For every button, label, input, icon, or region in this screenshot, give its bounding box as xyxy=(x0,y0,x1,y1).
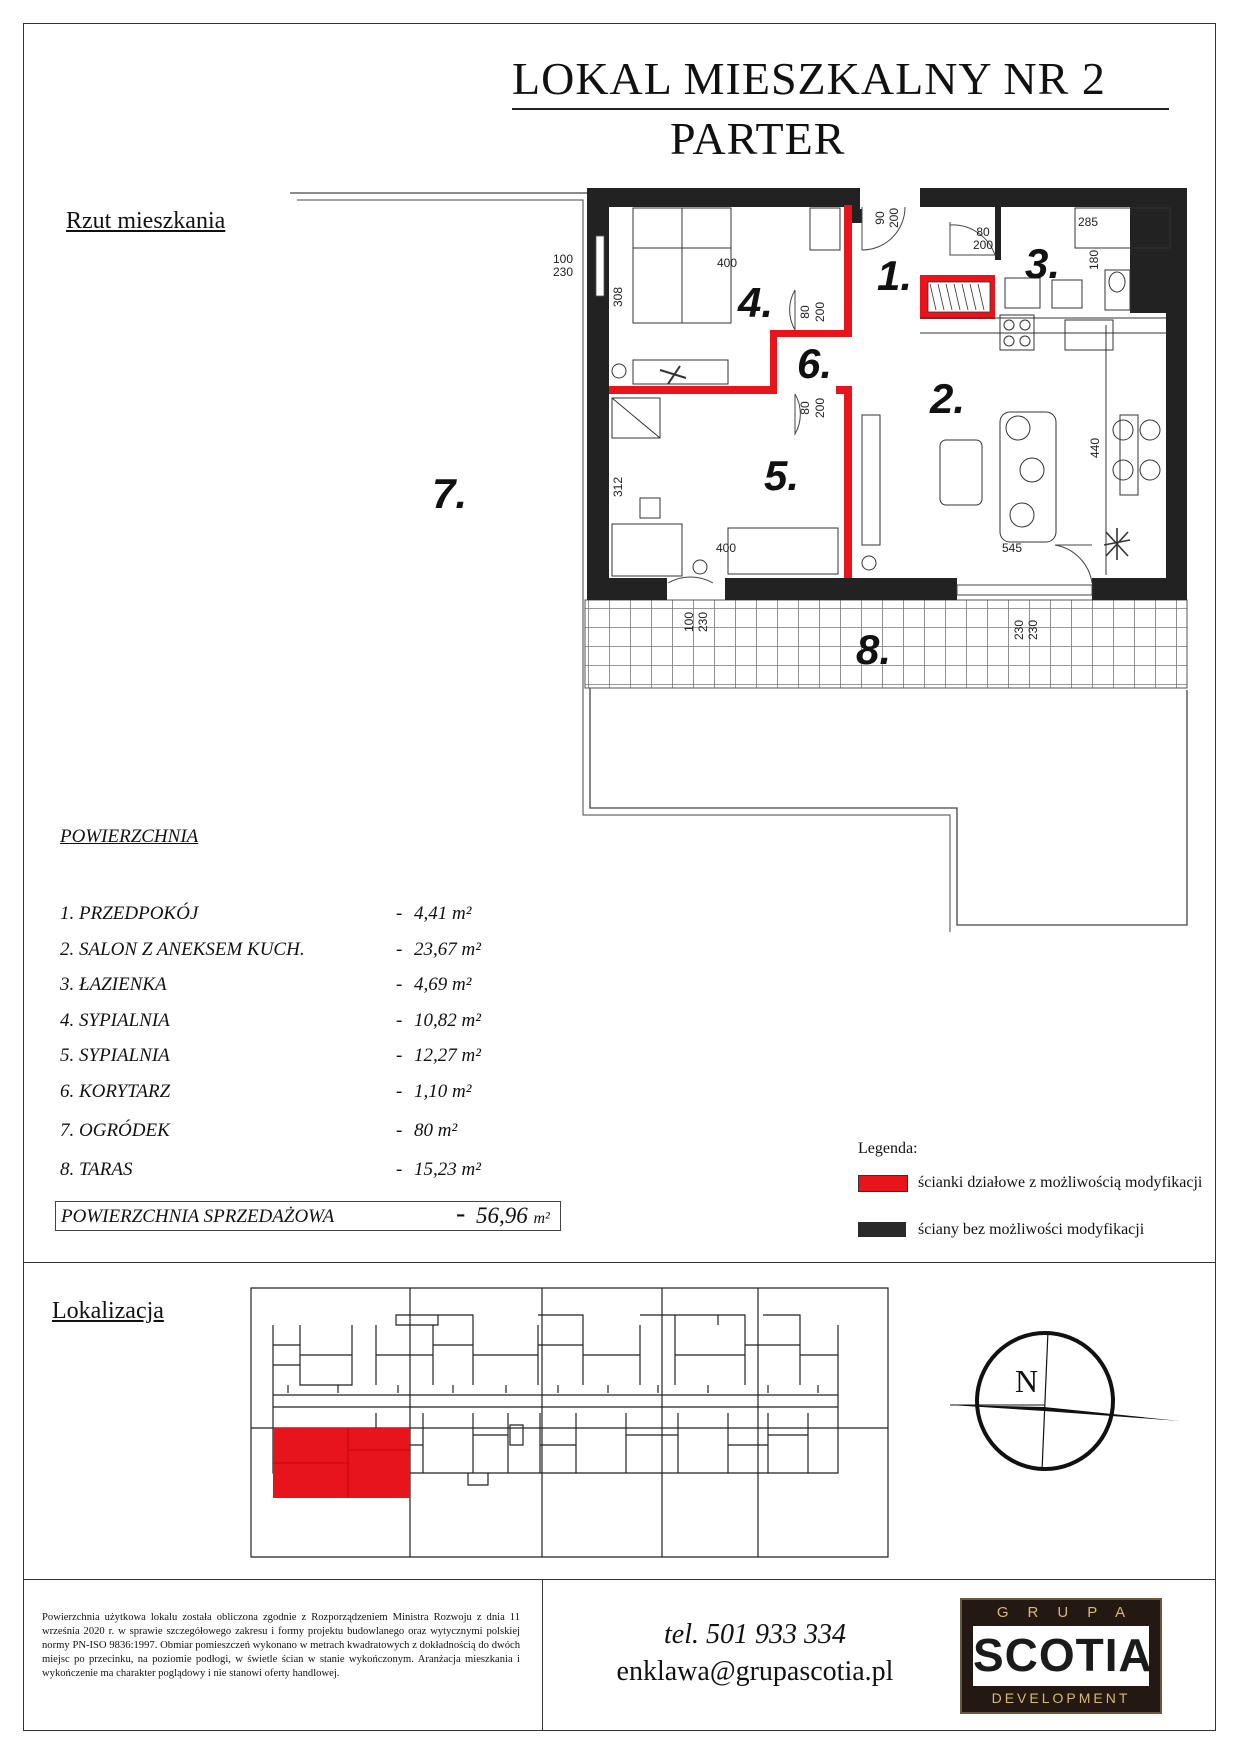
legend-title: Legenda: xyxy=(858,1140,918,1157)
legend-text: ścianki działowe z możliwością modyfikacji xyxy=(918,1174,1203,1191)
room-name: 3. ŁAZIENKA xyxy=(60,974,167,995)
contact-email[interactable]: enklawa@grupascotia.pl xyxy=(616,1656,894,1687)
areas-heading: POWIERZCHNIA xyxy=(60,826,199,847)
room-name: 1. PRZEDPOKÓJ xyxy=(60,903,199,924)
disclaimer-text: Powierzchnia użytkowa lokalu została obliczona zgodnie z Rozporządzeniem Ministra Rozwoju z dnia 11 września 2020 r. w sprawie szczegółowego zakresu i formy projektu budowlanego oraz wytycznymi polskiej normy PN-ISO 9836:1997. Obmiar pomieszczeń wykonano w metrach kwadratowych z dokładnością do dwóch miejsc po przecinku, na poziomie podłogi, w świetle ścian w stanie wykończonym. Aranżacja mieszkania i wykończenie ma charakter poglądowy i nie stanowi oferty handlowej. xyxy=(42,1612,520,1679)
room-area: 15,23 m² xyxy=(414,1159,481,1180)
contact-phone: tel. 501 933 334 xyxy=(664,1619,846,1650)
dim-bath-door-w: 80 xyxy=(976,225,990,239)
room-name: 8. TARAS xyxy=(60,1159,133,1180)
dim-terrace-door-w: 230 xyxy=(1012,619,1026,641)
dim-terrace-door-h: 230 xyxy=(1026,619,1040,641)
room-dash: - xyxy=(396,1045,403,1066)
room-number-5: 5. xyxy=(764,452,800,499)
room-number-8: 8. xyxy=(856,626,892,673)
dim-salon-depth: 440 xyxy=(1088,437,1102,459)
area-row xyxy=(60,1010,530,1040)
dim-bedroom5-width: 400 xyxy=(715,541,737,555)
area-row xyxy=(60,939,530,969)
room-area: 12,27 m² xyxy=(414,1045,481,1066)
room-area: 4,69 m² xyxy=(414,974,472,995)
room-number-1: 1. xyxy=(877,252,913,299)
dim-hall-door-w: 90 xyxy=(873,211,887,225)
dim-door4-h: 200 xyxy=(813,301,827,323)
total-area-value xyxy=(476,1203,550,1229)
dim-bath-depth: 180 xyxy=(1087,249,1101,271)
area-row xyxy=(60,974,530,1004)
section-divider xyxy=(23,1262,1216,1263)
total-area-dash: - xyxy=(456,1198,466,1229)
legend-swatch-red xyxy=(858,1175,908,1192)
dim-door5-w: 80 xyxy=(798,401,812,415)
total-area-label: POWIERZCHNIA SPRZEDAŻOWA xyxy=(61,1206,335,1227)
dim-bedroom4-depth: 308 xyxy=(611,286,625,308)
area-row xyxy=(60,1045,530,1075)
room-dash: - xyxy=(396,903,403,924)
plan-dimensions xyxy=(553,208,1102,640)
room-area: 80 m² xyxy=(414,1120,458,1141)
room-number-2: 2. xyxy=(930,375,966,422)
total-area-number: 56,96 xyxy=(476,1203,528,1228)
room-name: 2. SALON Z ANEKSEM KUCH. xyxy=(60,939,305,960)
logo-main-text: SCOTIA xyxy=(973,1629,1153,1681)
room-dash: - xyxy=(396,939,403,960)
room-dash: - xyxy=(396,1010,403,1031)
dim-bedroom5-depth: 312 xyxy=(611,476,625,498)
site-map xyxy=(248,1285,893,1560)
room-name: 7. OGRÓDEK xyxy=(60,1120,170,1141)
dim-bedroom4-width: 400 xyxy=(716,256,738,270)
footer-divider xyxy=(23,1579,1216,1580)
room-area: 10,82 m² xyxy=(414,1010,481,1031)
room-number-3: 3. xyxy=(1025,240,1061,287)
dim-bath-door-h: 200 xyxy=(972,238,994,252)
dim-bath-width: 285 xyxy=(1077,215,1099,229)
dim-window-h: 230 xyxy=(553,265,574,279)
company-logo xyxy=(960,1598,1162,1714)
room-dash: - xyxy=(396,1120,403,1141)
location-label: Lokalizacja xyxy=(52,1298,164,1324)
area-row xyxy=(60,903,530,933)
total-area-box xyxy=(55,1198,561,1231)
room-name: 5. SYPIALNIA xyxy=(60,1045,170,1066)
dim-door5-h: 200 xyxy=(813,397,827,419)
legend-text: ściany bez możliwości modyfikacji xyxy=(918,1221,1145,1238)
dim-window5-w: 100 xyxy=(682,611,696,633)
total-area-unit: m² xyxy=(533,1210,550,1227)
room-number-7: 7. xyxy=(432,470,468,517)
room-dash: - xyxy=(396,1159,403,1180)
dim-salon-width: 545 xyxy=(1001,541,1023,555)
room-area: 23,67 m² xyxy=(414,939,481,960)
room-dash: - xyxy=(396,1081,403,1102)
compass-north-label: N xyxy=(1015,1363,1039,1399)
room-area: 4,41 m² xyxy=(414,903,472,924)
dim-door4-w: 80 xyxy=(798,305,812,319)
room-number-4: 4. xyxy=(738,279,774,326)
footer-column-divider xyxy=(542,1579,543,1731)
legend-swatch-black xyxy=(858,1222,906,1237)
dim-window5-h: 230 xyxy=(696,611,710,633)
page-subtitle: PARTER xyxy=(670,113,846,164)
compass-icon xyxy=(945,1325,1185,1475)
logo-bottom-text: DEVELOPMENT xyxy=(991,1690,1131,1706)
page-title: LOKAL MIESZKALNY NR 2 xyxy=(512,53,1106,104)
area-row xyxy=(60,1159,530,1189)
area-row xyxy=(60,1081,530,1111)
room-dash: - xyxy=(396,974,403,995)
room-area: 1,10 m² xyxy=(414,1081,472,1102)
room-number-6: 6. xyxy=(797,340,833,387)
plan-label: Rzut mieszkania xyxy=(66,208,226,234)
logo-top-text: GRUPA xyxy=(996,1604,1145,1621)
room-name: 4. SYPIALNIA xyxy=(60,1010,170,1031)
dim-window-w: 100 xyxy=(553,252,574,266)
logo-main-panel xyxy=(973,1626,1153,1686)
room-name: 6. KORYTARZ xyxy=(60,1081,171,1102)
area-row xyxy=(60,1120,530,1150)
dim-hall-door-h: 200 xyxy=(887,207,901,229)
